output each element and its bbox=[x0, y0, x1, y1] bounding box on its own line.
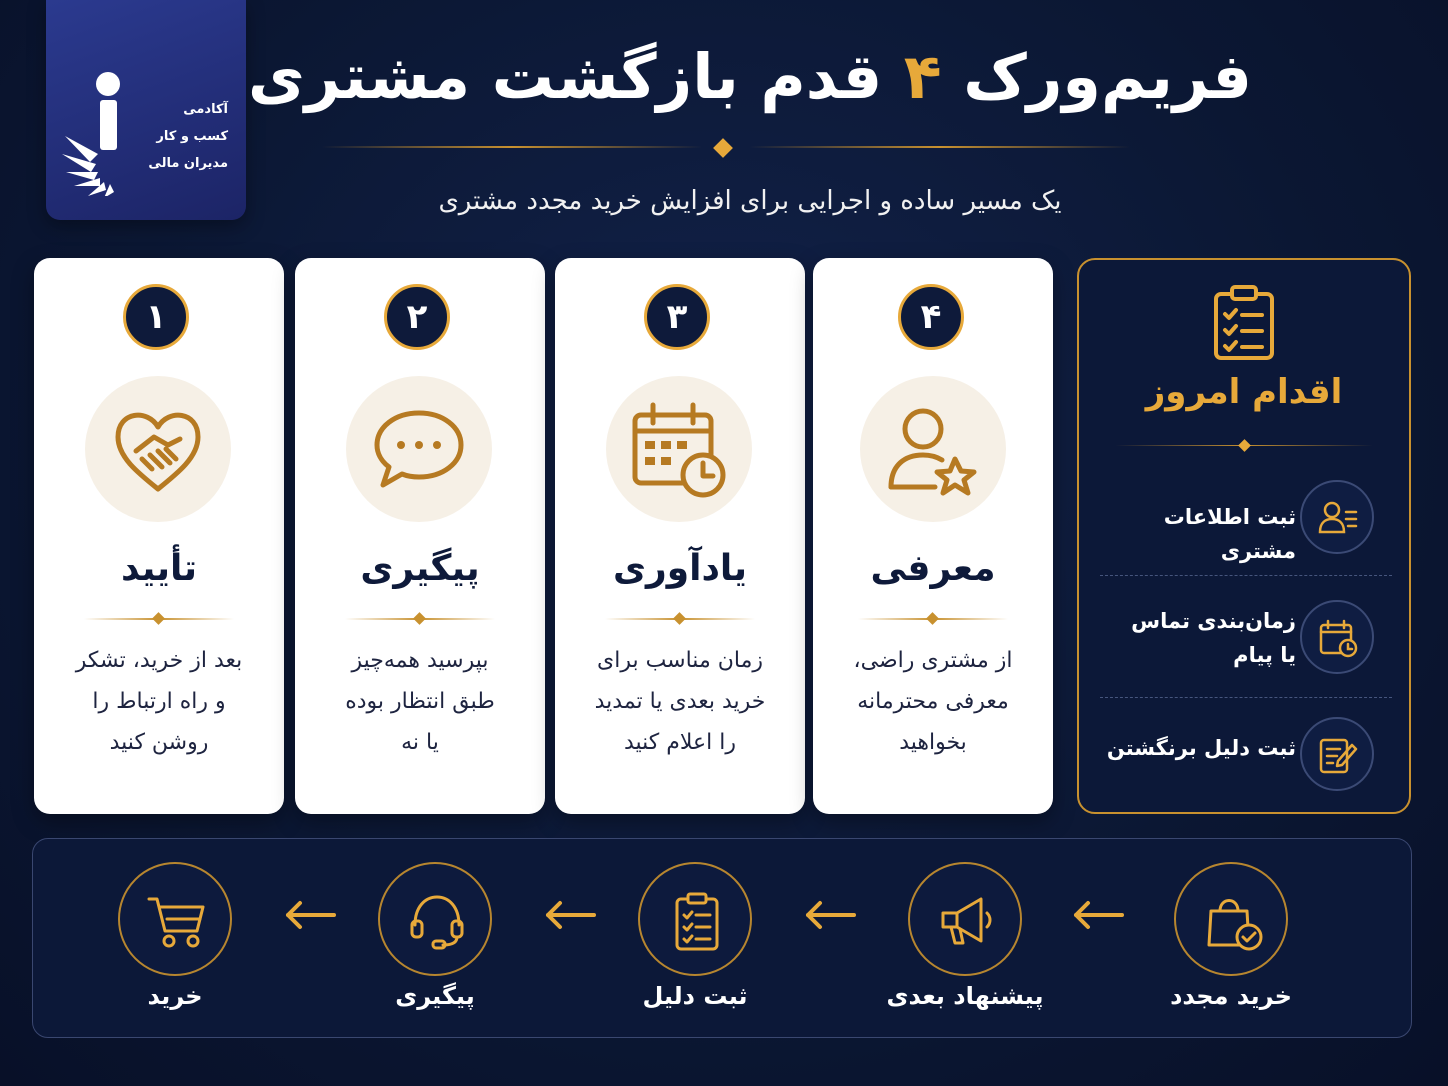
step-title: تأیید bbox=[120, 548, 198, 589]
arrow-left-icon bbox=[282, 899, 338, 931]
step-desc-line: معرفی محترمانه bbox=[857, 689, 1009, 714]
step-desc-line: از مشتری راضی، bbox=[853, 648, 1013, 673]
card-divider bbox=[84, 618, 234, 620]
panel-item-label: ثبت دلیل برنگشتن bbox=[1106, 736, 1296, 760]
step-description bbox=[569, 640, 791, 763]
shopping-cart-icon bbox=[147, 891, 207, 951]
panel-separator bbox=[1100, 697, 1392, 698]
handshake-heart-icon bbox=[108, 399, 208, 499]
step-desc-line: بعد از خرید، تشکر bbox=[75, 648, 243, 673]
panel-item-label-line: یا پیام bbox=[1233, 643, 1296, 667]
page-subtitle: یک مسیر ساده و اجرایی برای افزایش خرید مجدد مشتری bbox=[438, 186, 1062, 216]
panel-separator bbox=[1100, 575, 1392, 576]
step-desc-line: بخواهید bbox=[899, 730, 967, 755]
panel-item-schedule bbox=[1100, 598, 1392, 678]
note-edit-icon bbox=[1318, 735, 1358, 775]
logo-line-1: آکادمی bbox=[183, 102, 228, 117]
step-desc-line: بپرسید همه‌چیز bbox=[351, 648, 489, 673]
title-divider-right bbox=[750, 146, 1130, 148]
step-number: ۴ bbox=[898, 284, 964, 350]
step-desc-line: یا نه bbox=[401, 730, 439, 755]
chat-bubble-icon bbox=[369, 399, 469, 499]
brand-logo bbox=[46, 0, 246, 220]
panel-item-customer-info bbox=[1100, 478, 1392, 563]
step-title: پیگیری bbox=[360, 548, 480, 589]
step-desc-line: طبق انتظار بوده bbox=[345, 689, 495, 714]
card-divider bbox=[345, 618, 495, 620]
step-icon-circle bbox=[85, 376, 231, 522]
page-title bbox=[230, 40, 1270, 113]
step-title: معرفی bbox=[870, 548, 996, 589]
title-divider-diamond bbox=[713, 138, 733, 158]
step-desc-line: روشن کنید bbox=[109, 730, 209, 755]
panel-item-icon bbox=[1300, 717, 1374, 791]
card-divider bbox=[605, 618, 755, 620]
flow-step-repurchase bbox=[1174, 862, 1288, 976]
step-card-1 bbox=[34, 258, 284, 814]
step-number: ۲ bbox=[384, 284, 450, 350]
title-part-2: قدم بازگشت مشتری bbox=[247, 40, 883, 113]
title-divider-left bbox=[322, 146, 702, 148]
flow-step-label: ثبت دلیل bbox=[642, 982, 748, 1010]
logo-text bbox=[148, 96, 228, 177]
step-description bbox=[309, 640, 531, 763]
step-number: ۳ bbox=[644, 284, 710, 350]
user-list-icon bbox=[1318, 498, 1358, 538]
flow-step-record-reason bbox=[638, 862, 752, 976]
flow-step-label: خرید مجدد bbox=[1170, 982, 1292, 1010]
megaphone-icon bbox=[937, 891, 997, 951]
arrow-left-icon bbox=[1070, 899, 1126, 931]
step-desc-line: را اعلام کنید bbox=[623, 730, 736, 755]
shopping-bag-check-icon bbox=[1203, 891, 1263, 951]
step-card-4 bbox=[813, 258, 1053, 814]
step-desc-line: و راه ارتباط را bbox=[92, 689, 226, 714]
clipboard-list-icon bbox=[667, 891, 727, 951]
panel-item-label-line: زمان‌بندی تماس bbox=[1131, 609, 1296, 633]
title-number: ۴ bbox=[903, 40, 942, 113]
calendar-clock-icon bbox=[1318, 618, 1358, 658]
panel-item-icon bbox=[1300, 600, 1374, 674]
step-desc-line: خرید بعدی یا تمدید bbox=[594, 689, 766, 714]
headset-icon bbox=[407, 891, 467, 951]
step-card-2 bbox=[295, 258, 545, 814]
logo-line-2: کسب و کار bbox=[156, 129, 228, 144]
step-description bbox=[48, 640, 270, 763]
step-icon-circle bbox=[860, 376, 1006, 522]
step-description bbox=[827, 640, 1039, 763]
flow-step-label: خرید bbox=[147, 982, 203, 1010]
flow-step-label: پیگیری bbox=[395, 982, 475, 1010]
title-part-1: فریم‌ورک bbox=[963, 40, 1253, 113]
card-divider bbox=[858, 618, 1008, 620]
arrow-left-icon bbox=[802, 899, 858, 931]
flow-step-next-offer bbox=[908, 862, 1022, 976]
flow-step-label: پیشنهاد بعدی bbox=[886, 982, 1044, 1010]
calendar-clock-icon bbox=[629, 399, 729, 499]
step-card-3 bbox=[555, 258, 805, 814]
arrow-left-icon bbox=[542, 899, 598, 931]
logo-line-3: مدیران مالی bbox=[148, 156, 228, 171]
user-star-icon bbox=[883, 399, 983, 499]
step-title: یادآوری bbox=[613, 548, 747, 589]
step-icon-circle bbox=[606, 376, 752, 522]
panel-item-label bbox=[1131, 604, 1296, 672]
flow-step-follow-up bbox=[378, 862, 492, 976]
panel-item-no-return-reason bbox=[1100, 715, 1392, 795]
step-number: ۱ bbox=[123, 284, 189, 350]
flow-step-purchase bbox=[118, 862, 232, 976]
step-icon-circle bbox=[346, 376, 492, 522]
step-desc-line: زمان مناسب برای bbox=[596, 648, 763, 673]
panel-item-icon bbox=[1300, 480, 1374, 554]
panel-item-label: ثبت اطلاعات مشتری bbox=[1163, 505, 1296, 563]
panel-title: اقدام امروز bbox=[1145, 372, 1343, 412]
clipboard-check-icon bbox=[1212, 284, 1276, 362]
